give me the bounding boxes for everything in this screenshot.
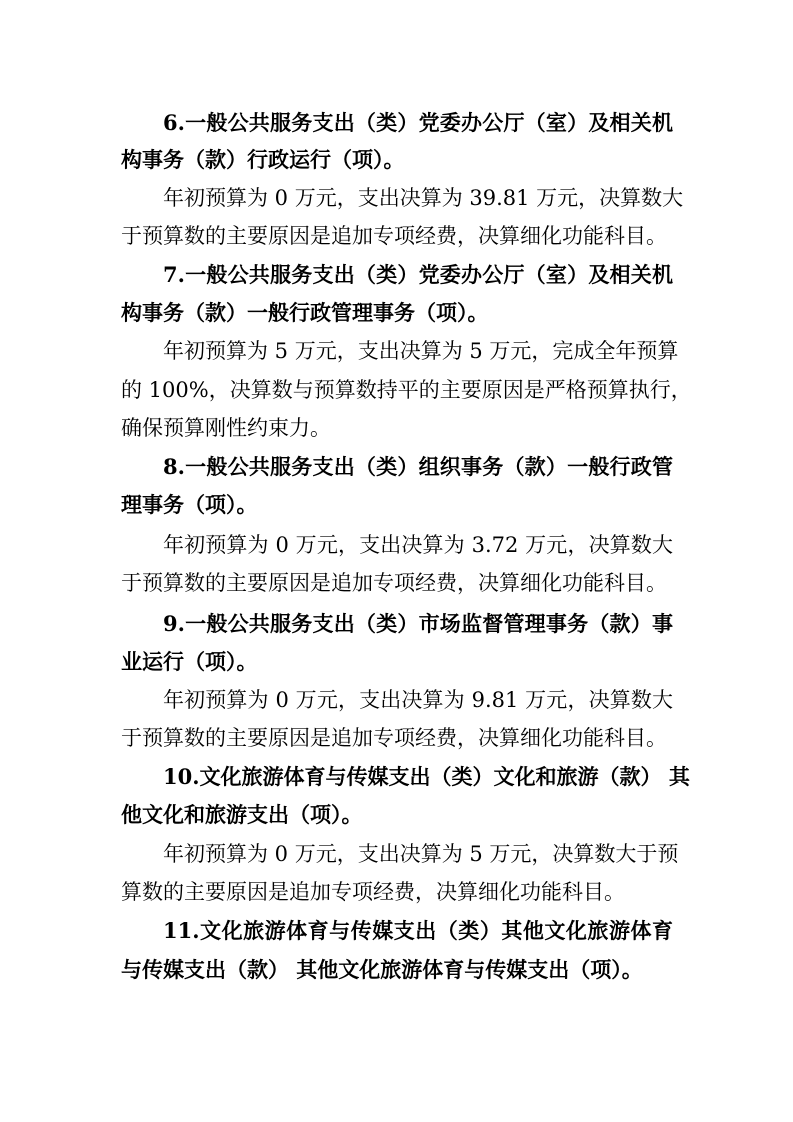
section-10-body-line-2: 算数的主要原因是追加专项经费，决算细化功能科目。 xyxy=(121,880,625,904)
section-10-heading-line-2: 他文化和旅游支出（项）。 xyxy=(121,802,363,827)
section-10-body-line-1: 年初预算为 0 万元，支出决算为 5 万元，决算数大于预 xyxy=(163,842,679,866)
section-8-body-line-1: 年初预算为 0 万元，支出决算为 3.72 万元，决算数大 xyxy=(163,533,673,557)
section-7-heading-line-2: 构事务（款）一般行政管理事务（项）。 xyxy=(121,300,489,325)
section-7-body-line-1: 年初预算为 5 万元，支出决算为 5 万元，完成全年预算 xyxy=(163,339,679,363)
section-11-heading-line-1: 11.文化旅游体育与传媒支出（类）其他文化旅游体育 xyxy=(163,918,673,943)
section-9-heading-line-2: 业运行（项）。 xyxy=(121,649,258,674)
section-11-heading-line-2: 与传媒支出（款） 其他文化旅游体育与传媒支出（项）。 xyxy=(121,957,643,982)
section-6-heading-line-2: 构事务（款）行政运行（项）。 xyxy=(121,147,405,172)
section-7-body-line-3: 确保预算刚性约束力。 xyxy=(121,416,331,440)
section-7-body-line-2: 的 100%，决算数与预算数持平的主要原因是严格预算执行， xyxy=(121,378,692,402)
section-8-heading-line-2: 理事务（项）。 xyxy=(121,492,258,517)
section-9-heading-line-1: 9.一般公共服务支出（类）市场监督管理事务（款）事 xyxy=(163,611,673,636)
section-6-body-line-1: 年初预算为 0 万元，支出决算为 39.81 万元，决算数大 xyxy=(163,186,684,210)
section-9-body-line-1: 年初预算为 0 万元，支出决算为 9.81 万元，决算数大 xyxy=(163,688,673,712)
section-8-heading-line-1: 8.一般公共服务支出（类）组织事务（款）一般行政管 xyxy=(163,454,673,479)
section-8-body-line-2: 于预算数的主要原因是追加专项经费，决算细化功能科目。 xyxy=(121,571,667,595)
section-10-heading-line-1: 10.文化旅游体育与传媒支出（类）文化和旅游（款） 其 xyxy=(163,764,690,789)
section-7-heading-line-1: 7.一般公共服务支出（类）党委办公厅（室）及相关机 xyxy=(163,262,673,287)
section-9-body-line-2: 于预算数的主要原因是追加专项经费，决算细化功能科目。 xyxy=(121,726,667,750)
section-6-heading-line-1: 6.一般公共服务支出（类）党委办公厅（室）及相关机 xyxy=(163,110,673,135)
section-6-body-line-2: 于预算数的主要原因是追加专项经费，决算细化功能科目。 xyxy=(121,224,667,248)
